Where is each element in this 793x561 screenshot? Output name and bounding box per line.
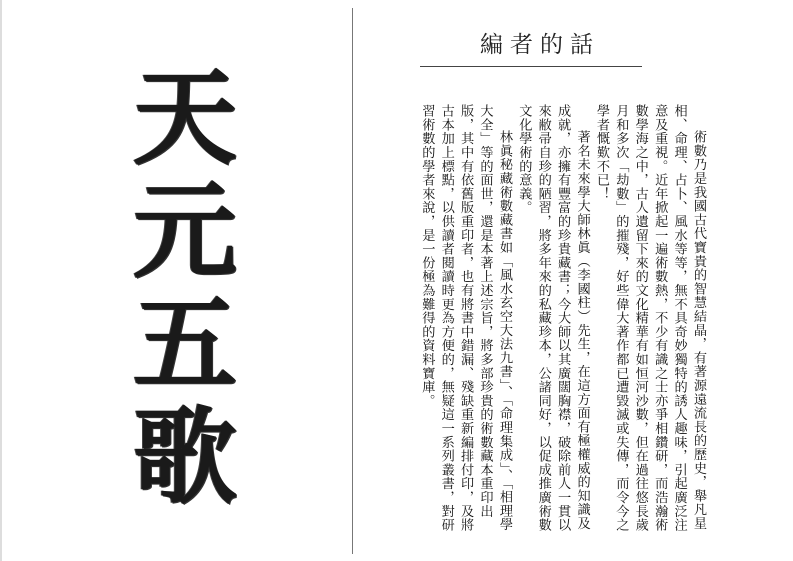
title-char-1: 天 xyxy=(132,57,237,179)
left-page xyxy=(0,0,352,561)
body-text xyxy=(378,104,708,536)
paragraph-1: 術數乃是我國古代寶貴的智慧結晶，有著源遠流長的歷史，舉凡星相、命理、占卜、風水等等，無不具奇妙獨特的誘人趣味，引起廣泛注意及重視。近年掀起一遍術數熱，不少有識之士亦爭相鑽研，而浩瀚術數學海之中，古人遺留下來的文化精華有如恒河沙數，但在過往悠長歲月和多次「劫數」的摧殘，好些偉大著作都已遭毀滅或失傳，而令今之學者慨歎不已！ xyxy=(593,104,706,532)
title-char-2: 元 xyxy=(132,170,237,292)
title-char-3: 五 xyxy=(132,283,237,405)
paragraph-2: 著名未來學大師林眞（李國柱）先生，在這方面有極權威的知識及成就，亦擁有豐富的珍貴藏書；今大師以其廣闊胸襟，破除前人一貫以來敝帚自珍的陋習，將多年來的私藏珍本，公諸同好，以促成推廣術數文化學術的意義。 xyxy=(516,104,590,532)
heading-rule xyxy=(420,66,642,67)
cover-title xyxy=(70,57,300,518)
title-char-4: 歌 xyxy=(132,396,237,518)
page-heading: 編者的話 xyxy=(480,32,600,58)
book-spine-divider xyxy=(352,8,353,554)
paragraph-3: 林眞秘藏術數藏書如「風水玄空大法九書」、「命理集成」、「相理學大全」等的面世，還是本著上述宗旨，將多部珍貴的術數藏本重印出版，其中有依舊版重印者，也有將書中錯漏、殘缺重新編排付印，及將古本加上標點，以供讀者閱讀時更為方便的，無疑這一系列叢書，對研習術數的學者來說，是一份極為難得的資料寶庫。 xyxy=(419,104,512,532)
